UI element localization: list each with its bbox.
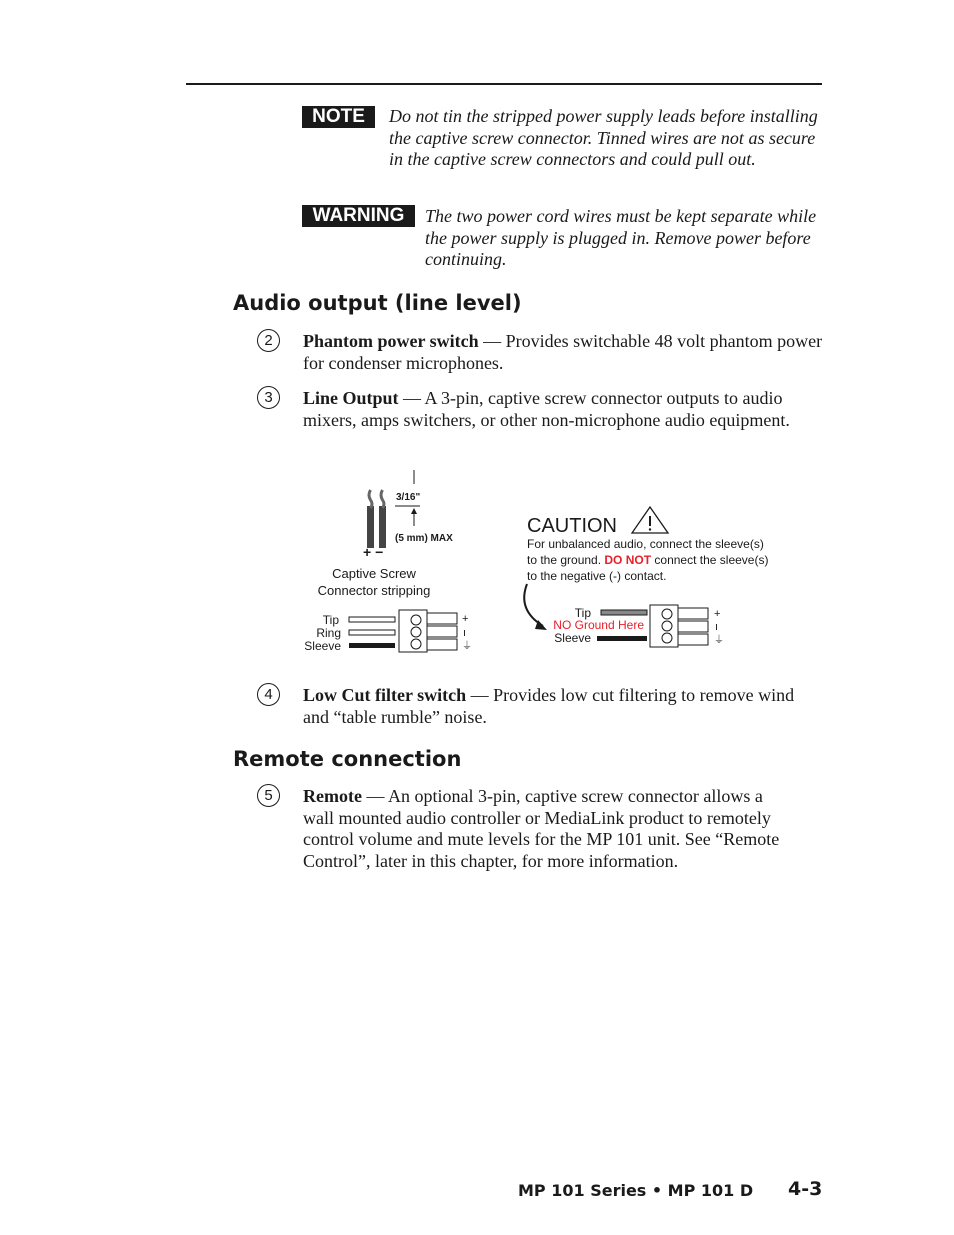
note-label: NOTE [302, 106, 375, 128]
item-desc: — Provides switchable 48 volt phantom power for condenser microphones. [303, 331, 823, 373]
caution-line-1: For unbalanced audio, connect the sleeve(s) [527, 537, 764, 551]
stripping-caption-2: Connector stripping [317, 583, 431, 598]
item-desc: — An optional 3-pin, captive screw connector allows a wall mounted audio controller or MediaLink product to remotely control volume and mute levels for the MP 101 unit. See “Remote Control”, later in this chapter, for more information. [303, 786, 780, 872]
item-number-2: 2 [257, 329, 280, 352]
caution-title: CAUTION [527, 515, 617, 537]
phantom-power-item [303, 331, 823, 374]
caution-line-2a: to the ground. [527, 553, 605, 567]
stripped-wires-illustration [367, 490, 386, 548]
footer-doc-title: MP 101 Series • MP 101 D [518, 1181, 754, 1200]
remote-connection-heading: Remote connection [233, 747, 462, 771]
item-term: Remote [303, 786, 362, 806]
item-number-4: 4 [257, 683, 280, 706]
item-number-5: 5 [257, 784, 280, 807]
footer-page-number: 4-3 [788, 1178, 823, 1200]
low-cut-item [303, 685, 823, 728]
caution-line-2 [527, 553, 768, 567]
line-output-item [303, 388, 823, 431]
svg-text:ı: ı [715, 621, 719, 633]
audio-output-heading: Audio output (line level) [233, 291, 522, 315]
note-text: Do not tin the stripped power supply leads before installing the captive screw connector. Tinned wires are not as secure in the captive screw connectors and could pull out. [389, 106, 818, 170]
svg-text:⏚: ⏚ [462, 641, 472, 652]
warning-triangle-icon [632, 507, 668, 533]
left-ring-label: Ring [316, 626, 341, 640]
right-sleeve-label: Sleeve [554, 631, 591, 645]
left-sleeve-label: Sleeve [304, 639, 341, 653]
remote-item [303, 786, 798, 873]
connector-wiring-figure [295, 462, 815, 662]
item-term: Low Cut filter switch [303, 685, 467, 705]
curved-arrow-icon [524, 584, 547, 630]
stripping-caption-1: Captive Screw [332, 566, 416, 581]
item-term: Phantom power switch [303, 331, 479, 351]
left-tip-label: Tip [322, 613, 339, 627]
item-desc: — A 3-pin, captive screw connector outputs to audio mixers, amps switchers, or other non-microphone audio equipment. [303, 388, 790, 430]
svg-text:+: + [462, 613, 469, 625]
dimension-top: 3/16" [396, 492, 421, 503]
item-number-3: 3 [257, 386, 280, 409]
item-term: Line Output [303, 388, 399, 408]
left-captive-screw-connector [349, 610, 472, 652]
item-desc: — Provides low cut filtering to remove wind and “table rumble” noise. [303, 685, 795, 727]
dimension-bottom: (5 mm) MAX [395, 533, 453, 544]
svg-text:⏚: ⏚ [714, 635, 724, 646]
warning-text: The two power cord wires must be kept separate while the power supply is plugged in. Remove power before continuing. [425, 206, 817, 270]
svg-text:ı: ı [463, 627, 467, 639]
warning-label: WARNING [302, 205, 415, 227]
no-ground-label: NO Ground Here [553, 618, 644, 632]
caution-line-3: to the negative (-) contact. [527, 569, 667, 583]
do-not-emphasis: DO NOT [604, 553, 652, 567]
polarity-markers: + − [363, 544, 384, 560]
svg-text:+: + [714, 608, 721, 620]
right-tip-label: Tip [574, 606, 591, 620]
caution-line-2c: connect the sleeve(s) [651, 553, 769, 567]
header-rule [186, 83, 822, 85]
